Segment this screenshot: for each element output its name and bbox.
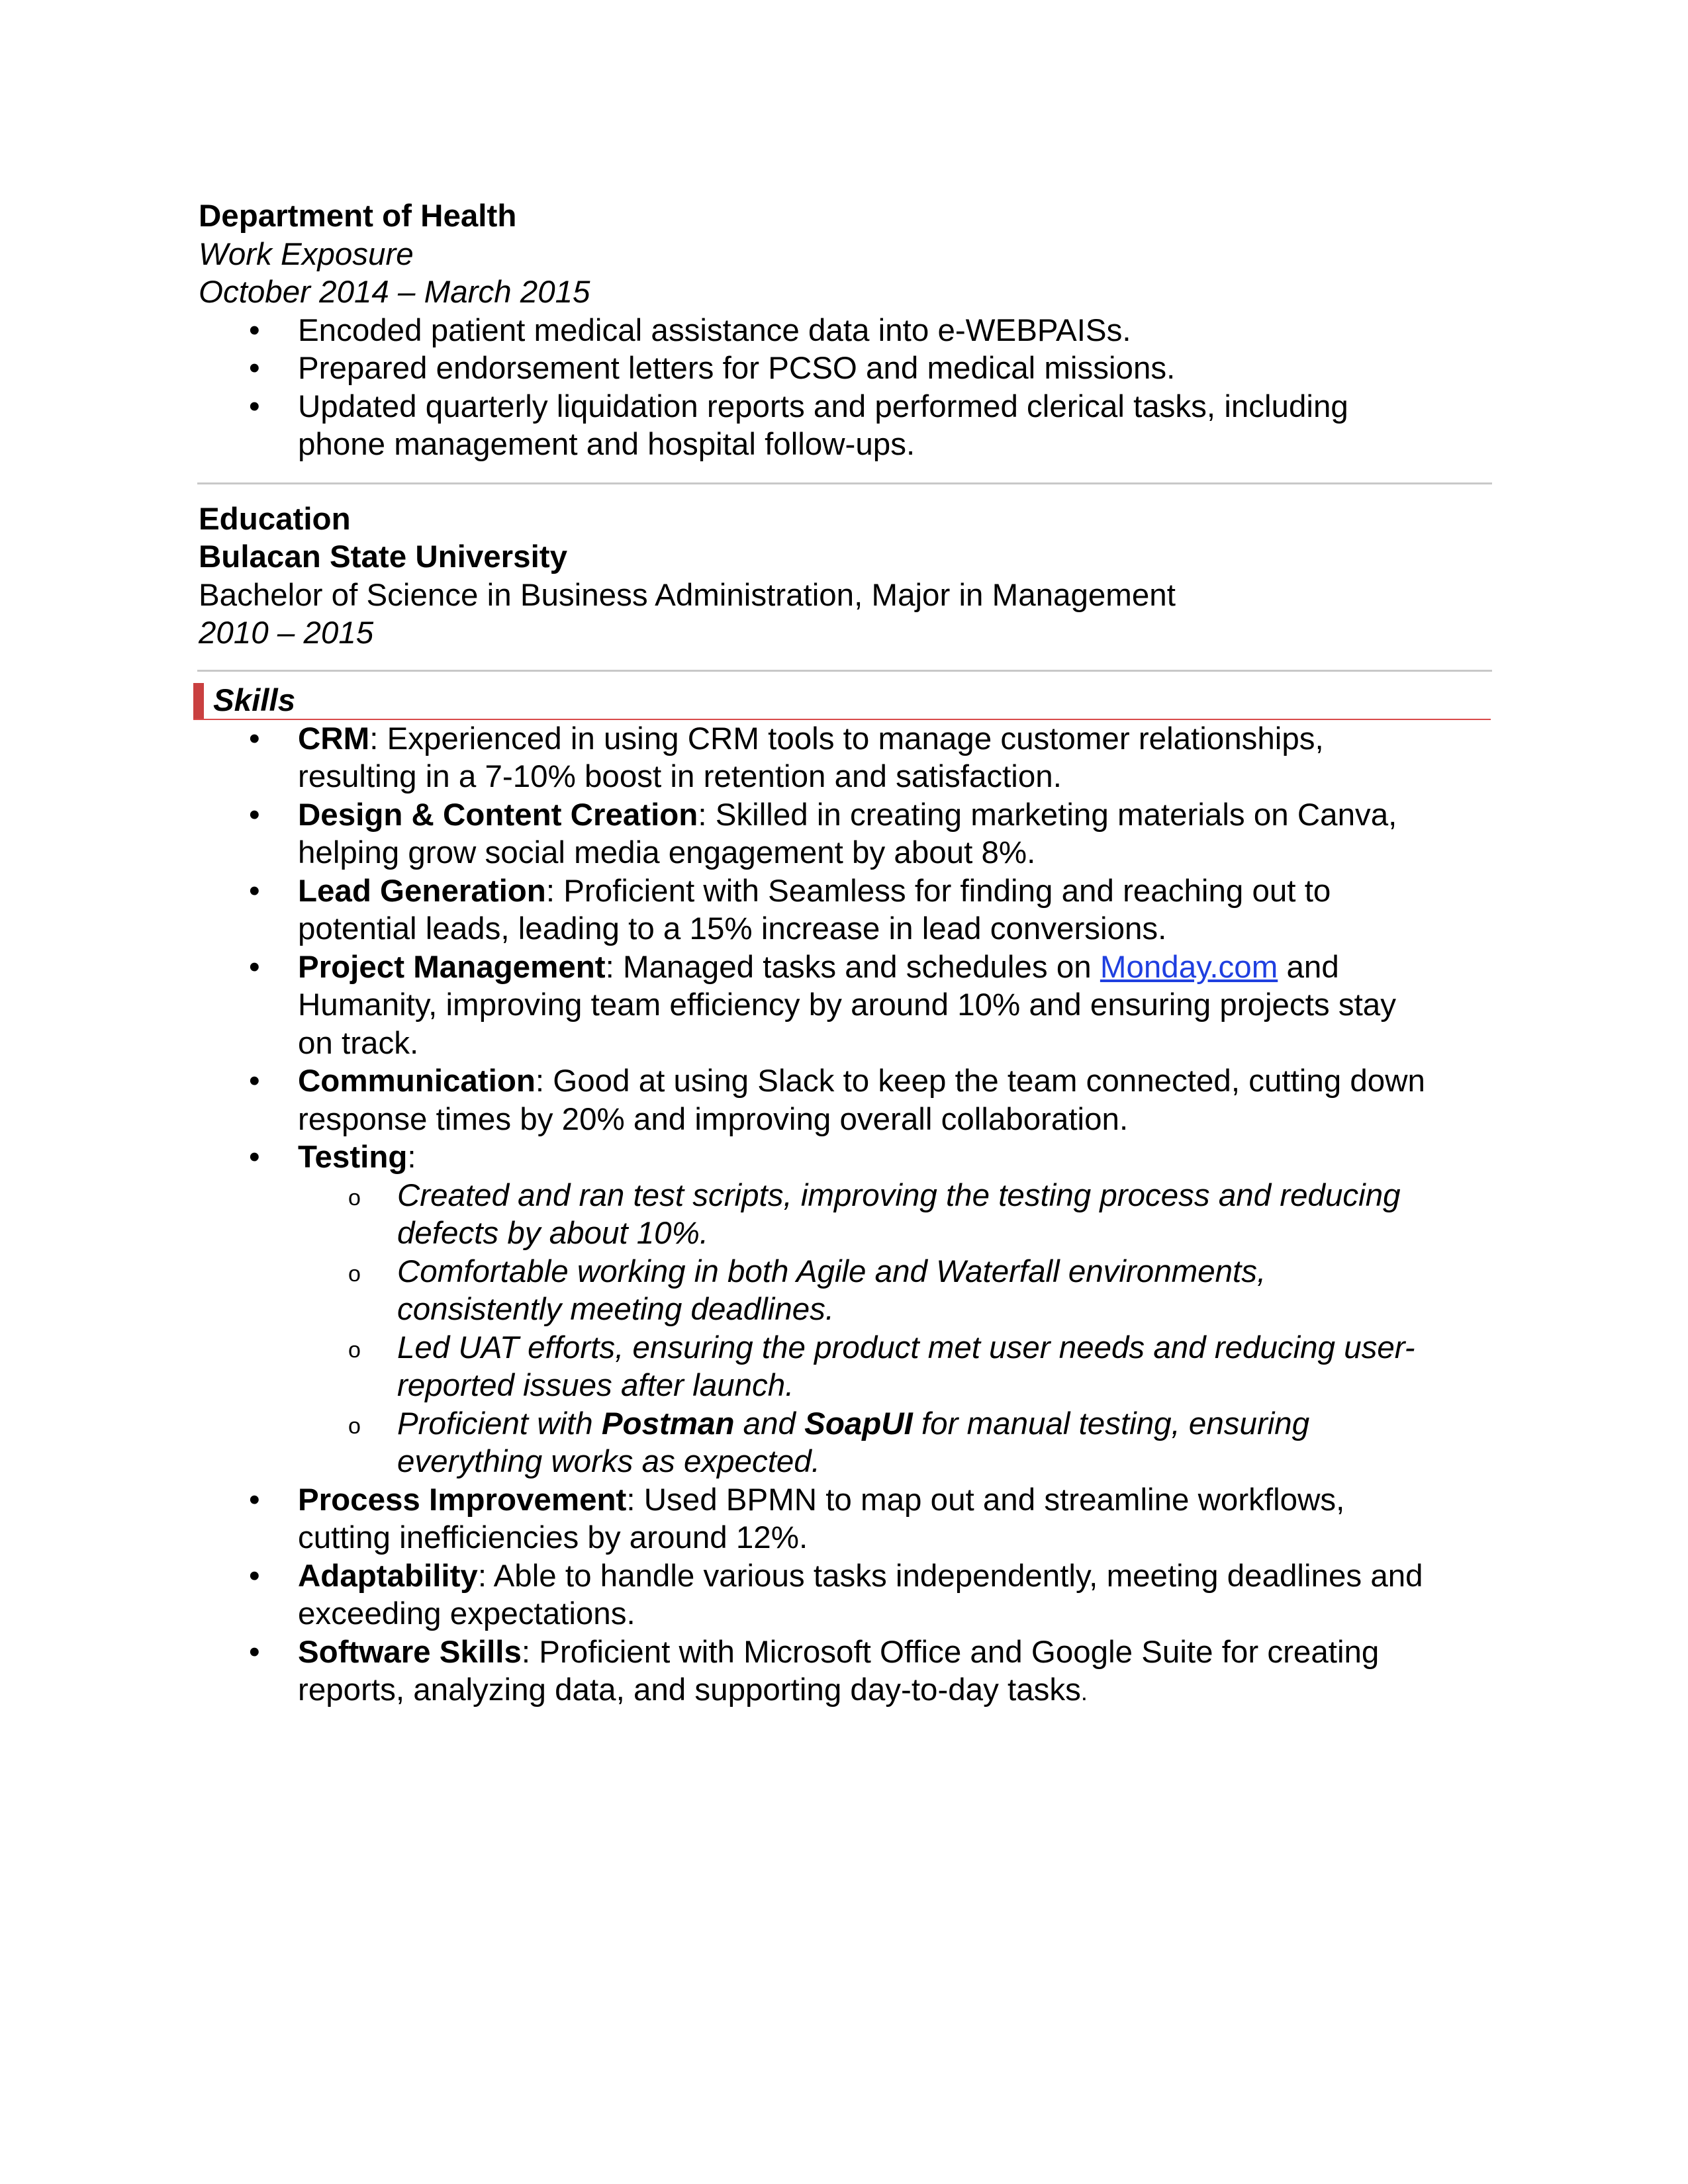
experience-section	[199, 197, 1496, 464]
section-divider	[197, 670, 1492, 672]
resume-page	[199, 197, 1496, 1711]
list-item: • Updated quarterly liquidation reports and performed clerical tasks, including phone management and hospital follow-ups.	[199, 388, 1496, 464]
education-section	[199, 500, 1496, 653]
experience-role: Work Exposure	[199, 236, 414, 272]
skills-heading-bar	[193, 683, 1491, 720]
sub-list-item: o Created and ran test scripts, improving the testing process and reducing defects by about 10%.	[298, 1177, 1496, 1253]
testing-sublist	[298, 1177, 1496, 1481]
skills-list	[199, 720, 1496, 1711]
accent-bar	[193, 683, 204, 719]
skills-heading: Skills	[213, 682, 296, 718]
experience-organization: Department of Health	[199, 199, 517, 234]
experience-bullets	[199, 312, 1496, 464]
education-school: Bulacan State University	[199, 539, 568, 574]
list-item: • Project Management: Managed tasks and schedules on Monday.com and Humanity, improving team efficiency by around 10% and ensuring projects stay on track.	[199, 948, 1496, 1063]
section-divider	[197, 482, 1492, 484]
list-item: • Prepared endorsement letters for PCSO and medical missions.	[199, 349, 1496, 388]
sub-list-item: o Comfortable working in both Agile and Waterfall environments, consistently meeting deadlines.	[298, 1253, 1496, 1329]
experience-dates: October 2014 – March 2015	[199, 275, 590, 310]
education-heading: Education	[199, 501, 351, 537]
list-item: • CRM: Experienced in using CRM tools to manage customer relationships, resulting in a 7-10% boost in retention and satisfaction.	[199, 720, 1496, 796]
list-item: • Process Improvement: Used BPMN to map out and streamline workflows, cutting inefficiencies by around 12%.	[199, 1481, 1496, 1557]
list-item: • Design & Content Creation: Skilled in creating marketing materials on Canva, helping grow social media engagement by about 8%.	[199, 796, 1496, 872]
education-degree: Bachelor of Science in Business Administration, Major in Management	[199, 577, 1176, 613]
monday-link[interactable]: Monday.com	[1100, 949, 1278, 985]
list-item: • Testing: o Created and ran test scripts, improving the testing process and reducing defects by about 10%. o Comfortable working in both Agile and Waterfall environments, consistently meeting deadlines. o Led UAT efforts, ensuring the product met user needs and reducing user- reported issues after launch. o Proficient with Postman and SoapUI for manual testing, ensuring everything works as expected.	[199, 1138, 1496, 1481]
sub-list-item: o Proficient with Postman and SoapUI for manual testing, ensuring everything works as expected.	[298, 1405, 1496, 1481]
sub-list-item: o Led UAT efforts, ensuring the product met user needs and reducing user- reported issues after launch.	[298, 1329, 1496, 1405]
list-item: • Lead Generation: Proficient with Seamless for finding and reaching out to potential leads, leading to a 15% increase in lead conversions.	[199, 872, 1496, 948]
skills-section	[199, 683, 1496, 1711]
list-item: • Communication: Good at using Slack to keep the team connected, cutting down response times by 20% and improving overall collaboration.	[199, 1062, 1496, 1138]
list-item: • Encoded patient medical assistance data into e-WEBPAISs.	[199, 312, 1496, 350]
list-item: • Software Skills: Proficient with Microsoft Office and Google Suite for creating reports, analyzing data, and supporting day-to-day tasks.	[199, 1633, 1496, 1711]
list-item: • Adaptability: Able to handle various tasks independently, meeting deadlines and exceeding expectations.	[199, 1557, 1496, 1633]
education-years: 2010 – 2015	[199, 615, 374, 651]
